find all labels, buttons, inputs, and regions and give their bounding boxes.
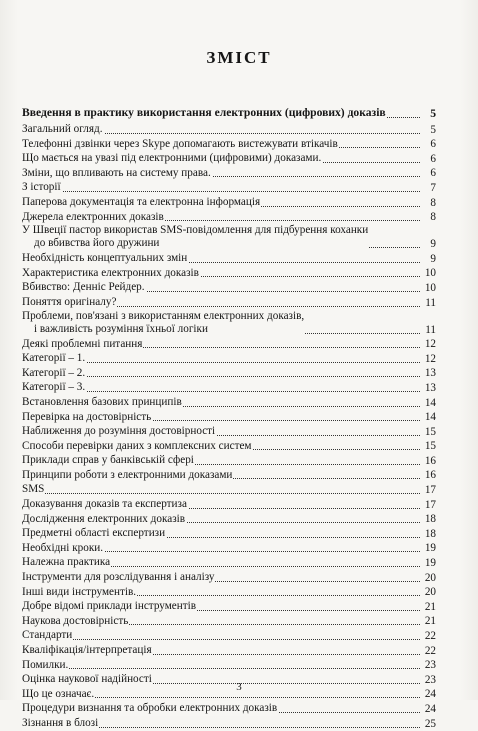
- toc-entry: [22, 599, 436, 614]
- toc-entry-page: 17: [424, 484, 436, 497]
- toc-entry-page: 18: [424, 513, 436, 526]
- toc-entry-page: 25: [424, 717, 436, 730]
- toc-entry-page: 14: [424, 411, 436, 424]
- toc-entry-page: 12: [424, 352, 436, 365]
- toc-entry-title: [22, 497, 188, 512]
- toc-entry-title-line: Зізнання в блозі: [22, 716, 99, 729]
- toc-entry-page: 12: [424, 338, 436, 351]
- toc-entry-title: [22, 439, 253, 454]
- toc-entry-title: [22, 351, 86, 366]
- toc-entry-page: 9: [430, 252, 436, 265]
- toc-entry-title: [22, 555, 111, 570]
- toc-entry-page: 5: [430, 107, 436, 120]
- toc-entry-title-line: Належна практика: [22, 556, 111, 569]
- toc-entry-page: 22: [424, 630, 436, 642]
- toc-entry: [22, 122, 436, 137]
- toc-entry-title: [22, 512, 186, 527]
- toc-entry: [22, 395, 436, 410]
- toc-entry: [22, 453, 436, 468]
- toc-entry: [22, 424, 436, 439]
- toc-entry-page: 15: [424, 425, 436, 438]
- toc-entry-title: [22, 104, 387, 121]
- toc-entry: [22, 482, 436, 497]
- toc-entry: [22, 585, 436, 600]
- toc-entry-title-line: Добре відомі приклади інструментів: [22, 600, 197, 613]
- toc-entry: [22, 439, 436, 454]
- toc-entry-title-line: Джерела електронних доказів: [22, 210, 164, 223]
- toc-entry-title-line: З історії: [22, 181, 61, 194]
- toc-entry-title-line: Характеристика електронних доказів: [22, 266, 199, 279]
- toc-entry-title-line: Встановлення базових принципів: [22, 395, 182, 408]
- toc-entry-title: [22, 614, 129, 629]
- toc-entry: [22, 137, 436, 152]
- toc-entry-title: [22, 122, 104, 137]
- toc-entry-title-line: Способи перевірки даних з комплексних систем: [22, 439, 252, 452]
- toc-entry-title: [22, 195, 261, 210]
- toc-entry-title-line: Поняття оригіналу?: [22, 295, 117, 308]
- toc-entry-title: [22, 701, 278, 716]
- toc-entry-title-line: Що мається на увазі під електронними (цифровими) доказами.: [22, 152, 322, 165]
- toc-entry-title-line: Помилки.: [22, 658, 69, 671]
- toc-entry-title-line: Зміни, що впливають на систему права.: [22, 166, 211, 179]
- toc-entry-title-line: Введення в практику використання електронних (цифрових) доказів: [22, 106, 386, 119]
- toc-entry-title-line: Наукова достовірність: [22, 614, 129, 627]
- toc-entry-title-line: Процедури визнання та обробки електронних доказів: [22, 702, 278, 715]
- toc-entry: [22, 166, 436, 181]
- toc-entry-title-line: Що це означає.: [22, 687, 95, 700]
- toc-entry-page: 8: [430, 196, 436, 209]
- toc-entry-title-line-2: до вбивства його дружини: [34, 237, 160, 250]
- toc-entry: [22, 310, 436, 337]
- toc-entry-title-line: У Швеції пастор використав SMS-повідомлення для підбурення коханки: [22, 224, 369, 237]
- toc-entry-title: [22, 280, 146, 295]
- toc-entry: [22, 337, 436, 352]
- toc-entry: [22, 555, 436, 570]
- toc-entry-title: [22, 658, 69, 673]
- toc-entry: [22, 716, 436, 731]
- toc-entry: [22, 180, 436, 195]
- toc-entry-title: [22, 366, 86, 381]
- toc-entry-title-line-2: і важливість розуміння їхньої логіки: [34, 322, 208, 335]
- toc-entry: [22, 658, 436, 673]
- toc-entry-title: [22, 224, 369, 250]
- toc-entry-page: 11: [425, 296, 436, 309]
- toc-entry-title: [22, 482, 45, 497]
- toc-entry-page: 5: [430, 123, 436, 136]
- toc-entry: [22, 628, 436, 643]
- toc-entry: [22, 210, 436, 225]
- toc-entry-title: [22, 251, 188, 266]
- toc-entry: [22, 570, 436, 585]
- toc-entry: [22, 380, 436, 395]
- toc-entry: [22, 295, 436, 310]
- toc-entry-page: 22: [424, 644, 436, 657]
- toc-entry: [22, 541, 436, 556]
- toc-entry-title: [22, 526, 166, 541]
- toc-entry-title: [22, 424, 216, 439]
- toc-entry-page: 13: [424, 381, 436, 394]
- toc-entry: [22, 266, 436, 281]
- toc-entry-title-line: Кваліфікація/інтерпретація: [22, 644, 152, 656]
- toc-entry: [22, 526, 436, 541]
- toc-entry: [22, 251, 436, 266]
- page-title: ЗМІСТ: [206, 48, 272, 67]
- toc-entry-title: [22, 468, 233, 483]
- toc-entry-page: 6: [430, 138, 436, 151]
- toc-entry-title: [22, 643, 153, 658]
- toc-entry-page: 17: [424, 498, 436, 511]
- toc-entry-title: [22, 295, 117, 310]
- toc-entry-title: [22, 166, 212, 181]
- toc-entry-title: [22, 628, 73, 643]
- toc-entry-title-line: Телефонні дзвінки через Skype допомагають вистежувати втікачів: [22, 137, 338, 150]
- toc-entry-page: 19: [424, 542, 436, 555]
- toc-entry-title-line: Інструменти для розслідування і аналізу: [22, 571, 215, 584]
- toc-entry-title: [22, 210, 165, 225]
- toc-entry-title-line: Вбивство: Денніс Рейдер.: [22, 281, 145, 294]
- toc-entry-title-line: SMS: [22, 483, 45, 496]
- toc-entry-title-line: Перевірка на достовірність: [22, 410, 152, 423]
- toc-entry-page: 20: [424, 571, 436, 584]
- toc-entry-page: 23: [424, 673, 436, 686]
- toc-entry: [22, 410, 436, 425]
- toc-entry: [22, 366, 436, 381]
- toc-entry-title-line: Доказування доказів та експертиза: [22, 498, 187, 511]
- toc-entry-title-line: Категорії – 2.: [22, 366, 86, 379]
- toc-entry-title-line: Принципи роботи з електронними доказами: [22, 468, 233, 481]
- toc-entry-title-line: Категорії – 1.: [22, 352, 86, 365]
- toc-entry-title: [22, 266, 200, 281]
- page-number: 3: [236, 681, 242, 693]
- toc-entry-title: [22, 453, 195, 468]
- toc-entry-page: 6: [430, 167, 436, 180]
- toc-entry-page: 16: [424, 469, 436, 482]
- dot-leader: [22, 668, 420, 669]
- toc-entry-title-line: Деякі проблемні питання: [22, 337, 143, 350]
- toc-entry-title-line: Наближення до розуміння достовірності: [22, 425, 216, 438]
- toc-entry-title-line: Необхідність концептуальних змін: [22, 252, 188, 265]
- toc-entry-title: [22, 395, 183, 410]
- toc-entry-page: 10: [424, 281, 436, 294]
- toc-entry-title: [22, 310, 305, 336]
- toc-entry-title: [22, 151, 322, 166]
- toc-entry-title-line: Необхідні кроки.: [22, 541, 104, 554]
- toc-entry-page: 24: [424, 688, 436, 701]
- toc-entry-page: 23: [424, 659, 436, 672]
- toc-entry-page: 7: [430, 181, 436, 194]
- toc-entry-title-line: Приклади справ у банківській сфері: [22, 454, 194, 467]
- toc-entry-title-line: Оцінка наукової надійності: [22, 673, 152, 686]
- toc-entry-title: [22, 716, 99, 731]
- toc-entry: [22, 104, 436, 121]
- toc-entry-title: [22, 599, 197, 614]
- toc-entry-title: [22, 585, 137, 600]
- toc-entry-page: 11: [425, 323, 436, 336]
- table-of-contents: [22, 104, 436, 731]
- toc-entry-title-line: Предметні області експертизи: [22, 527, 166, 540]
- toc-entry: [22, 151, 436, 166]
- toc-entry-title: [22, 137, 339, 152]
- toc-entry: [22, 468, 436, 483]
- toc-entry-page: 16: [424, 454, 436, 467]
- toc-entry-title-line: Категорії – 3.: [22, 381, 86, 394]
- toc-entry: [22, 224, 436, 251]
- toc-entry: [22, 643, 436, 658]
- toc-entry-page: 18: [424, 527, 436, 540]
- toc-entry-title-line: Інші види інструментів.: [22, 585, 137, 598]
- toc-entry-page: 21: [424, 615, 436, 628]
- toc-entry-page: 13: [424, 367, 436, 380]
- toc-entry-title-line: Паперова документація та електронна інформація: [22, 195, 261, 208]
- toc-entry: [22, 195, 436, 210]
- toc-entry-title: [22, 180, 62, 195]
- toc-entry: [22, 280, 436, 295]
- toc-entry: [22, 497, 436, 512]
- toc-entry-page: 20: [424, 586, 436, 599]
- toc-entry-title: [22, 410, 152, 425]
- toc-entry-page: 19: [424, 557, 436, 570]
- toc-entry-title: [22, 380, 86, 395]
- toc-entry-title: [22, 570, 215, 585]
- dot-leader: [22, 191, 420, 192]
- dot-leader: [22, 493, 420, 494]
- dot-leader: [22, 639, 420, 640]
- toc-entry-title-line: Стандарти: [22, 629, 73, 642]
- toc-entry-page: 15: [424, 440, 436, 453]
- toc-entry-title: [22, 541, 104, 556]
- toc-entry: [22, 614, 436, 629]
- toc-entry-title-line: Проблеми, пов'язані з використанням електронних доказів,: [22, 309, 305, 322]
- toc-entry-title: [22, 337, 143, 352]
- toc-entry-page: 8: [430, 211, 436, 224]
- toc-entry: [22, 512, 436, 527]
- toc-entry-page: 14: [424, 396, 436, 409]
- toc-entry-title-line: Загальний огляд.: [22, 123, 103, 135]
- toc-entry-page: 6: [430, 152, 436, 165]
- toc-entry-page: 24: [424, 702, 436, 715]
- toc-entry-page: 9: [430, 238, 436, 251]
- toc-entry: [22, 701, 436, 716]
- toc-entry-title-line: Дослідження електронних доказів: [22, 512, 186, 525]
- toc-entry: [22, 351, 436, 366]
- toc-entry-page: 21: [424, 600, 436, 613]
- toc-entry-page: 10: [424, 267, 436, 280]
